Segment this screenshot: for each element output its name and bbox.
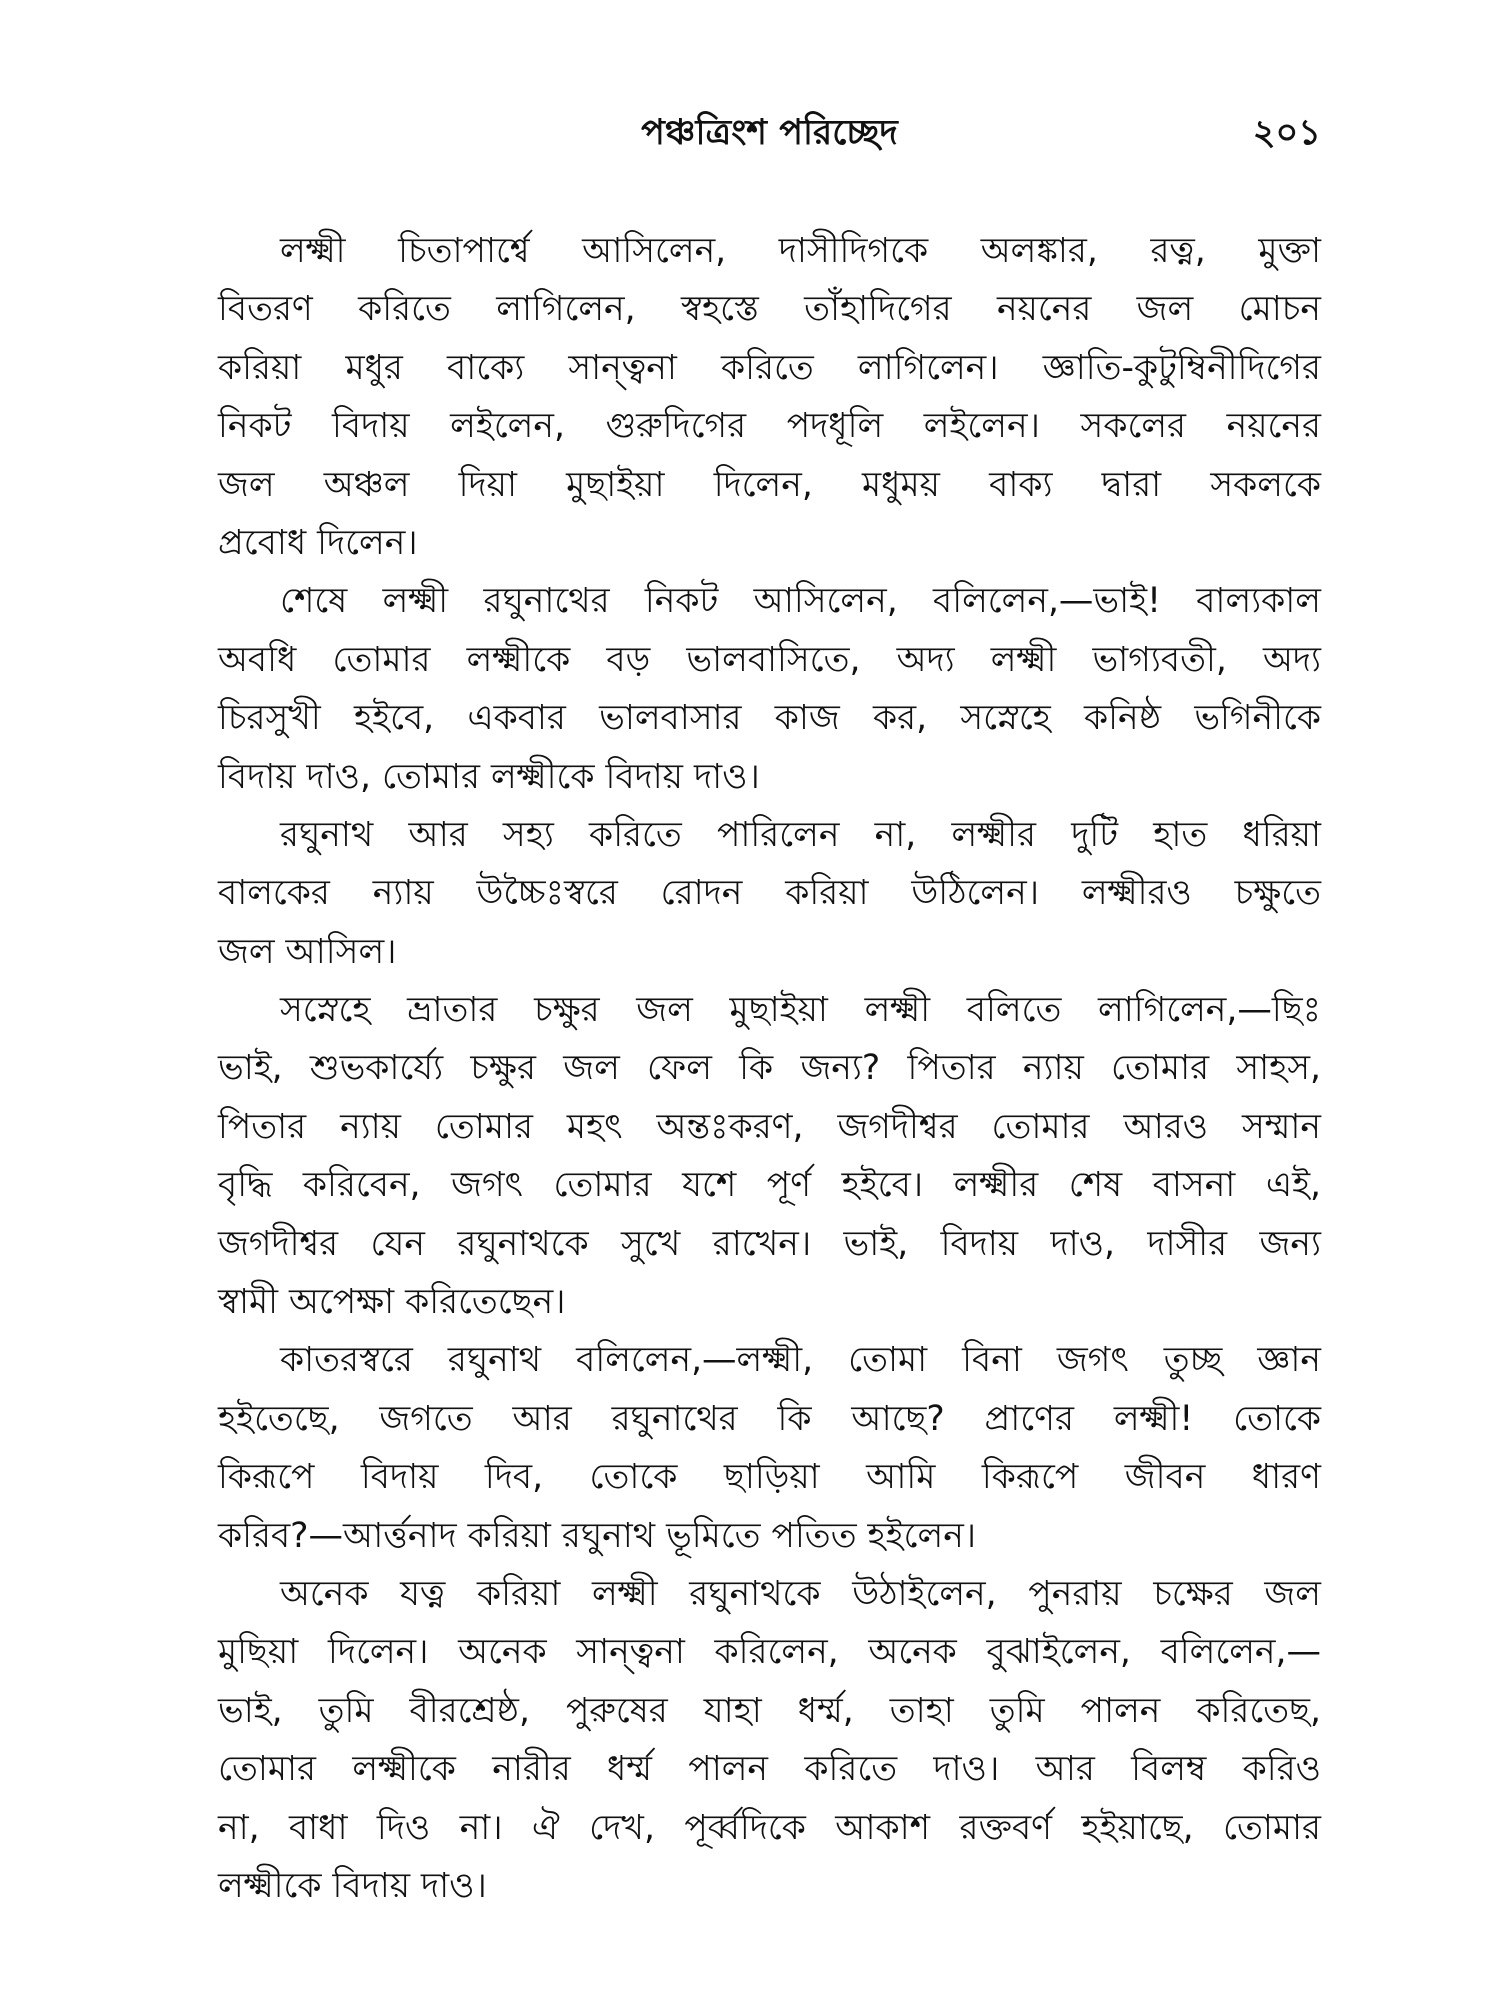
page-number: ২০১	[1252, 113, 1321, 153]
text-line: বিদায় দাও, তোমার লক্ষ্মীকে বিদায় দাও।	[218, 756, 760, 797]
text-line: বালকের ন্যায় উচ্চৈঃস্বরে রোদন করিয়া উঠিলেন। লক্ষ্মীরও চক্ষুতে	[218, 873, 1321, 914]
text-line: রঘুনাথ আর সহ্য করিতে পারিলেন না, লক্ষ্মীর দুটি হাত ধরিয়া	[280, 814, 1321, 855]
text-line: জগদীশ্বর যেন রঘুনাথকে সুখে রাখেন। ভাই, বিদায় দাও, দাসীর জন্য	[218, 1223, 1321, 1264]
text-line: ভাই, শুভকার্য্যে চক্ষুর জল ফেল কি জন্য? পিতার ন্যায় তোমার সাহস,	[218, 1048, 1321, 1089]
text-line: হইতেছে, জগতে আর রঘুনাথের কি আছে? প্রাণের লক্ষ্মী! তোকে	[218, 1398, 1321, 1439]
text-line: লক্ষ্মী চিতাপার্শ্বে আসিলেন, দাসীদিগকে অলঙ্কার, রত্ন, মুক্তা	[280, 231, 1321, 271]
body-text	[218, 222, 1321, 1915]
text-line: বৃদ্ধি করিবেন, জগৎ তোমার যশে পূর্ণ হইবে। লক্ষ্মীর শেষ বাসনা এই,	[218, 1165, 1321, 1206]
chapter-title: পঞ্চত্রিংশ পরিচ্ছেদ	[641, 113, 898, 153]
paragraph-1	[218, 222, 1321, 572]
text-line: জল অঞ্চল দিয়া মুছাইয়া দিলেন, মধুময় বাক্য দ্বারা সকলকে	[218, 464, 1321, 505]
text-line: শেষে লক্ষ্মী রঘুনাথের নিকট আসিলেন, বলিলেন,—ভাই! বাল্যকাল	[280, 581, 1321, 622]
text-line: কিরূপে বিদায় দিব, তোকে ছাড়িয়া আমি কিরূপে জীবন ধারণ	[218, 1457, 1321, 1498]
paragraph-2	[218, 572, 1321, 806]
text-line: স্বামী অপেক্ষা করিতেছেন।	[218, 1282, 566, 1323]
text-line: কাতরস্বরে রঘুনাথ বলিলেন,—লক্ষ্মী, তোমা বিনা জগৎ তুচ্ছ জ্ঞান	[280, 1340, 1321, 1381]
text-line: অবধি তোমার লক্ষ্মীকে বড় ভালবাসিতে, অদ্য লক্ষ্মী ভাগ্যবতী, অদ্য	[218, 639, 1321, 680]
text-line: প্রবোধ দিলেন।	[218, 522, 418, 563]
text-line: করিয়া মধুর বাক্যে সান্ত্বনা করিতে লাগিলেন। জ্ঞাতি-কুটুম্বিনীদিগের	[218, 347, 1321, 388]
text-line: সস্নেহে ভ্রাতার চক্ষুর জল মুছাইয়া লক্ষ্মী বলিতে লাগিলেন,—ছিঃ	[280, 990, 1321, 1031]
text-line: বিতরণ করিতে লাগিলেন, স্বহস্তে তাঁহাদিগের নয়নের জল মোচন	[218, 289, 1321, 330]
text-line: ভাই, তুমি বীরশ্রেষ্ঠ, পুরুষের যাহা ধর্ম্ম, তাহা তুমি পালন করিতেছ,	[218, 1690, 1321, 1731]
text-line: না, বাধা দিও না। ঐ দেখ, পূর্ব্বদিকে আকাশ রক্তবর্ণ হইয়াছে, তোমার	[218, 1807, 1321, 1848]
text-line: লক্ষ্মীকে বিদায় দাও।	[218, 1865, 487, 1906]
text-line: জল আসিল।	[218, 931, 397, 972]
text-line: নিকট বিদায় লইলেন, গুরুদিগের পদধূলি লইলেন। সকলের নয়নের	[218, 406, 1321, 447]
text-line: অনেক যত্ন করিয়া লক্ষ্মী রঘুনাথকে উঠাইলেন, পুনরায় চক্ষের জল	[280, 1573, 1321, 1614]
paragraph-5	[218, 1331, 1321, 1565]
text-line: চিরসুখী হইবে, একবার ভালবাসার কাজ কর, সস্নেহে কনিষ্ঠ ভগিনীকে	[218, 698, 1321, 739]
paragraph-3	[218, 806, 1321, 981]
page-header	[218, 108, 1321, 168]
text-line: পিতার ন্যায় তোমার মহৎ অন্তঃকরণ, জগদীশ্বর তোমার আরও সম্মান	[218, 1106, 1321, 1147]
paragraph-4	[218, 981, 1321, 1331]
text-line: করিব?—আর্ত্তনাদ করিয়া রঘুনাথ ভূমিতে পতিত হইলেন।	[218, 1515, 977, 1556]
text-line: তোমার লক্ষ্মীকে নারীর ধর্ম্ম পালন করিতে দাও। আর বিলম্ব করিও	[218, 1749, 1321, 1790]
paragraph-6	[218, 1565, 1321, 1915]
text-line: মুছিয়া দিলেন। অনেক সান্ত্বনা করিলেন, অনেক বুঝাইলেন, বলিলেন,—	[218, 1632, 1321, 1673]
